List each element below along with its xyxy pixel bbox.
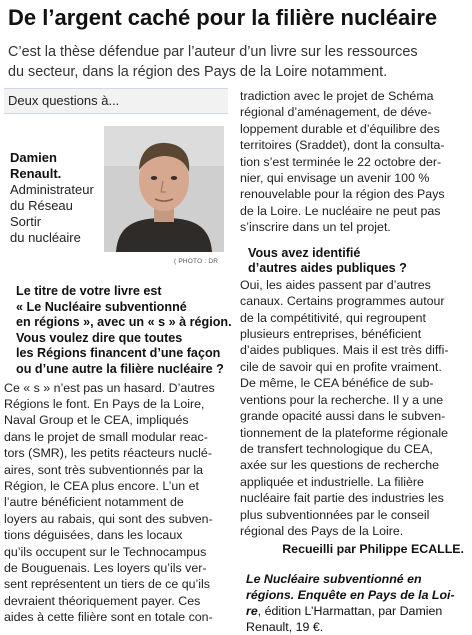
body-line: plus subventionnées par le conseil — [240, 507, 430, 522]
question-2 — [240, 246, 468, 277]
body-line: Ce « s » n’est pas un hasard. D’autres — [4, 380, 215, 395]
interview-credit: Recueilli par Philippe ECALLE. — [282, 542, 464, 557]
body-line: De même, le CEA bénéfice de sub- — [240, 376, 434, 391]
interviewee-name: Renault. — [10, 166, 62, 181]
interviewee-photo — [104, 126, 224, 252]
book-title-line: régions. Enquête en Pays de la Loi- — [246, 588, 455, 603]
body-line: s’inscrire dans un tel projet. — [240, 220, 391, 235]
interviewee-role: du Réseau Sortir — [10, 198, 73, 229]
body-line: l’autre bénéficient notamment de — [4, 495, 184, 510]
body-line: renouvelable pour la région des Pays — [240, 187, 445, 202]
body-line: nucléaire fait partie des industries les — [240, 491, 444, 506]
body-line: loppement durable et d’équilibre des — [240, 121, 440, 136]
question-line: les Régions financent d’une façon — [16, 346, 221, 361]
body-line: régional d’aménagement, de déve- — [240, 105, 432, 120]
body-line: cile de savoir qui en profite vraiment. — [240, 359, 442, 374]
body-line: tionnement de la plateforme régionale — [240, 425, 449, 440]
body-line: Régions le font. En Pays de la Loire, — [4, 396, 205, 411]
question-line: Le titre de votre livre est — [16, 284, 162, 298]
article-headline: De l’argent caché pour la filière nucléaire — [8, 5, 438, 30]
answer-2 — [240, 277, 468, 540]
question-1 — [4, 284, 232, 378]
body-line: de la compétitivité, qui regroupent — [240, 310, 426, 325]
question-line: en régions », avec un « s » à région. — [16, 315, 232, 330]
body-line: dans le projet de small modular reac- — [4, 429, 208, 444]
body-line: appliquée et industrielle. La filière — [240, 474, 424, 489]
body-line: tradiction avec le projet de Schéma — [240, 89, 434, 103]
body-line: de la Loire. Le nucléaire ne peut pas — [240, 203, 441, 218]
body-line: Région, le CEA plus encore. L’un et — [4, 479, 199, 493]
body-line: tors (SMR), les petits réacteurs nuclé- — [4, 446, 212, 461]
lede-line: C’est la thèse défendue par l’auteur d’un livre sur les ressources — [8, 44, 418, 60]
right-column — [240, 88, 468, 635]
question-line: d’autres aides publiques ? — [248, 261, 407, 276]
interviewee-profile — [4, 122, 228, 274]
book-price-line: Renault, 19 €. — [246, 620, 324, 635]
body-line: territoires (Sraddet), dont la consulta- — [240, 138, 445, 153]
body-line: de Bouguenais. Les loyers qu’ils ver- — [4, 561, 207, 576]
interviewee-name: Damien — [10, 150, 57, 165]
body-line: qu’ils occupent sur le Technocampus — [4, 544, 207, 559]
book-publisher: , édition L’Harmattan, par Damien — [257, 604, 443, 619]
book-title-line: Le Nucléaire subventionné en — [246, 572, 422, 587]
body-line: ventions pour la recherche. Il y a une — [240, 392, 444, 407]
body-line: Oui, les aides passent par d’autres — [240, 277, 431, 292]
left-column — [4, 88, 232, 626]
question-line: Vous voulez dire que toutes — [16, 330, 183, 345]
body-line: de transfert technologique du CEA, — [240, 441, 433, 456]
book-title-end: re — [246, 604, 258, 619]
body-line: axée sur les questions de recherche — [240, 458, 440, 473]
body-line: aides à cette filière sont en totale con- — [4, 610, 213, 625]
body-line: loyers au rabais, qui sont des subven- — [4, 511, 213, 526]
lede-line: du secteur, dans la région des Pays de la Loire notamment. — [8, 64, 388, 80]
body-line: plusieurs entreprises, bénéficient — [240, 327, 422, 342]
answer-1-right — [240, 88, 468, 236]
body-line: d’aides publiques. Mais il est très diffi- — [240, 343, 449, 358]
book-reference — [240, 571, 468, 635]
answer-1-left — [4, 380, 228, 626]
body-line: devraient théoriquement payer. Ces — [4, 593, 201, 608]
article-lede — [8, 42, 464, 82]
body-line: Naval Group et le CEA, impliqués — [4, 413, 189, 428]
question-line: « Le Nucléaire subventionné — [16, 299, 187, 314]
body-line: tions déguisées, dans les locaux — [4, 528, 183, 543]
question-line: ou d’une autre la filière nucléaire ? — [16, 361, 224, 376]
body-line: grande opacité aussi dans le subven- — [240, 409, 446, 424]
interviewee-role: Administrateur — [10, 182, 94, 197]
question-line: Vous avez identifié — [248, 245, 361, 260]
body-line: nier, qui envisage un avenir 100 % — [240, 171, 430, 186]
interviewee-role: du nucléaire — [10, 230, 81, 245]
section-header: Deux questions à... — [4, 88, 228, 114]
body-line: aires, sont très subventionnés par la — [4, 462, 204, 477]
interviewee-caption — [10, 150, 102, 246]
photo-credit: ( PHOTO : DR — [174, 258, 219, 265]
body-line: sent représentent un tiers de ce qu’ils — [4, 577, 210, 592]
body-line: tion s’est terminée le 22 octobre der- — [240, 154, 442, 169]
body-line: régional des Pays de la Loire. — [240, 523, 404, 538]
body-line: canaux. Certains programmes autour — [240, 294, 445, 309]
